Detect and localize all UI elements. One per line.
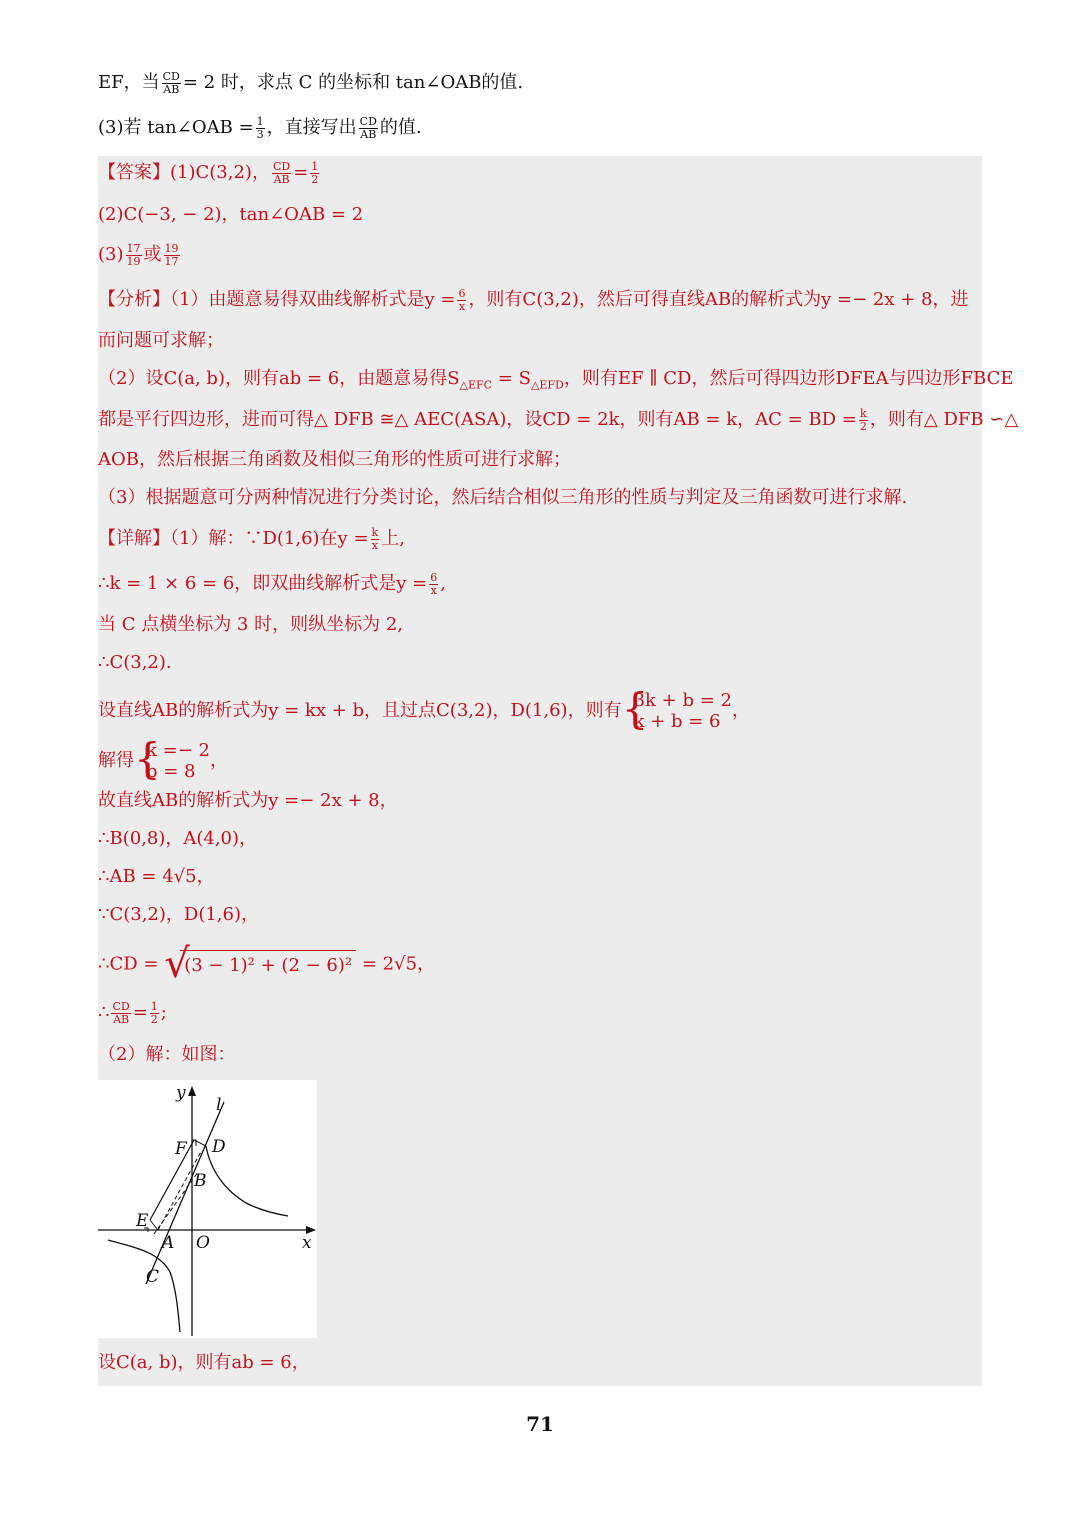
- label-D: D: [212, 1137, 226, 1157]
- answer-line-2: (2)C(−3, − 2)，tan∠OAB = 2: [98, 204, 364, 225]
- answer-line-3: (3) $\frac{17}{19}$ 或 $\frac{19}{17}$: [98, 241, 179, 268]
- detail-line-11: ∴CD = √ (3 − 1)² + (2 − 6)² = 2√5，: [98, 941, 436, 987]
- label-F: F: [175, 1139, 187, 1159]
- detail-line-10: ∵C(3,2)，D(1,6)，: [98, 904, 259, 925]
- label-l: l: [216, 1095, 222, 1115]
- label-O: O: [196, 1233, 210, 1253]
- detail-line-1: 【详解】（1）解：∵D(1,6)在y = $\frac{k}{x}$ 上,: [98, 525, 405, 552]
- question-line-1: EF，当 $\frac{CD}{AB}$ = 2 时，求点 C 的坐标和 tan∠OAB的值.: [98, 69, 524, 96]
- geometry-figure: [98, 1080, 317, 1338]
- detail-line-9: ∴AB = 4√5，: [98, 866, 215, 887]
- equation-system-1: { 3k + b = 2 k + b = 6: [621, 684, 732, 733]
- detail-line-4: ∴C(3,2).: [98, 652, 172, 673]
- detail-line-2: ∴k = 1 × 6 = 6，即双曲线解析式是y = $\frac{6}{x}$ ,: [98, 570, 446, 597]
- detail-line-12: ∴ $\frac{CD}{AB}$ = $\frac{1}{2}$ ;: [98, 999, 167, 1026]
- analysis-line-5: AOB，然后根据三角函数及相似三角形的性质可进行求解；: [98, 449, 571, 470]
- detail-line-5: 设直线AB的解析式为y = kx + b，且过点C(3,2)，D(1,6)，则有 { 3k + b = 2 k + b = 6 ，: [98, 684, 750, 733]
- answer-line-1: 【答案】(1)C(3,2)， $\frac{CD}{AB}$ = $\frac{1}{2}$: [98, 159, 319, 186]
- label-A: A: [162, 1233, 175, 1253]
- detail-line-14: 设C(a, b)，则有ab = 6，: [98, 1352, 310, 1373]
- detail-line-6: 解得 { k =− 2 b = 8 ，: [98, 734, 228, 783]
- question-line-2: (3)若 tan∠OAB = $\frac{1}{3}$ ，直接写出 $\frac{CD}{AB}$ 的值.: [98, 114, 422, 141]
- analysis-line-4: 都是平行四边形，进而可得△ DFB ≅△ AEC(ASA)，设CD = 2k，则有AB = k，AC = BD = $\frac{k}{2}$ ，则有△ DFB ∽△: [98, 406, 1019, 433]
- analysis-line-6: （3）根据题意可分两种情况进行分类讨论，然后结合相似三角形的性质与判定及三角函数可进行求解.: [98, 487, 908, 508]
- detail-line-8: ∴B(0,8)，A(4,0)，: [98, 828, 258, 849]
- label-y: y: [176, 1083, 186, 1103]
- equation-system-2: { k =− 2 b = 8: [134, 734, 210, 783]
- radical: √ (3 − 1)² + (2 − 6)²: [164, 950, 356, 979]
- label-x: x: [302, 1233, 312, 1253]
- analysis-line-1: 【分析】（1）由题意易得双曲线解析式是y = $\frac{6}{x}$ ，则有C(3,2)，然后可得直线AB的解析式为y =− 2x + 8，进: [98, 286, 969, 313]
- analysis-line-3: （2）设C(a, b)，则有ab = 6，由题意易得$S_{\triangle EFC} = S_{\triangle EFD}$，则有EF ∥ CD，然后可得四边形DFEA与四边形FBCE: [98, 368, 1014, 392]
- detail-line-13: （2）解：如图：: [98, 1044, 236, 1065]
- label-E: E: [136, 1211, 149, 1231]
- label-C: C: [146, 1267, 160, 1287]
- detail-line-3: 当 C 点横坐标为 3 时，则纵坐标为 2,: [98, 614, 404, 635]
- page-number: 71: [526, 1412, 554, 1436]
- label-B: B: [194, 1171, 207, 1191]
- detail-line-7: 故直线AB的解析式为y =− 2x + 8，: [98, 790, 398, 811]
- analysis-line-2: 而问题可求解；: [98, 330, 224, 351]
